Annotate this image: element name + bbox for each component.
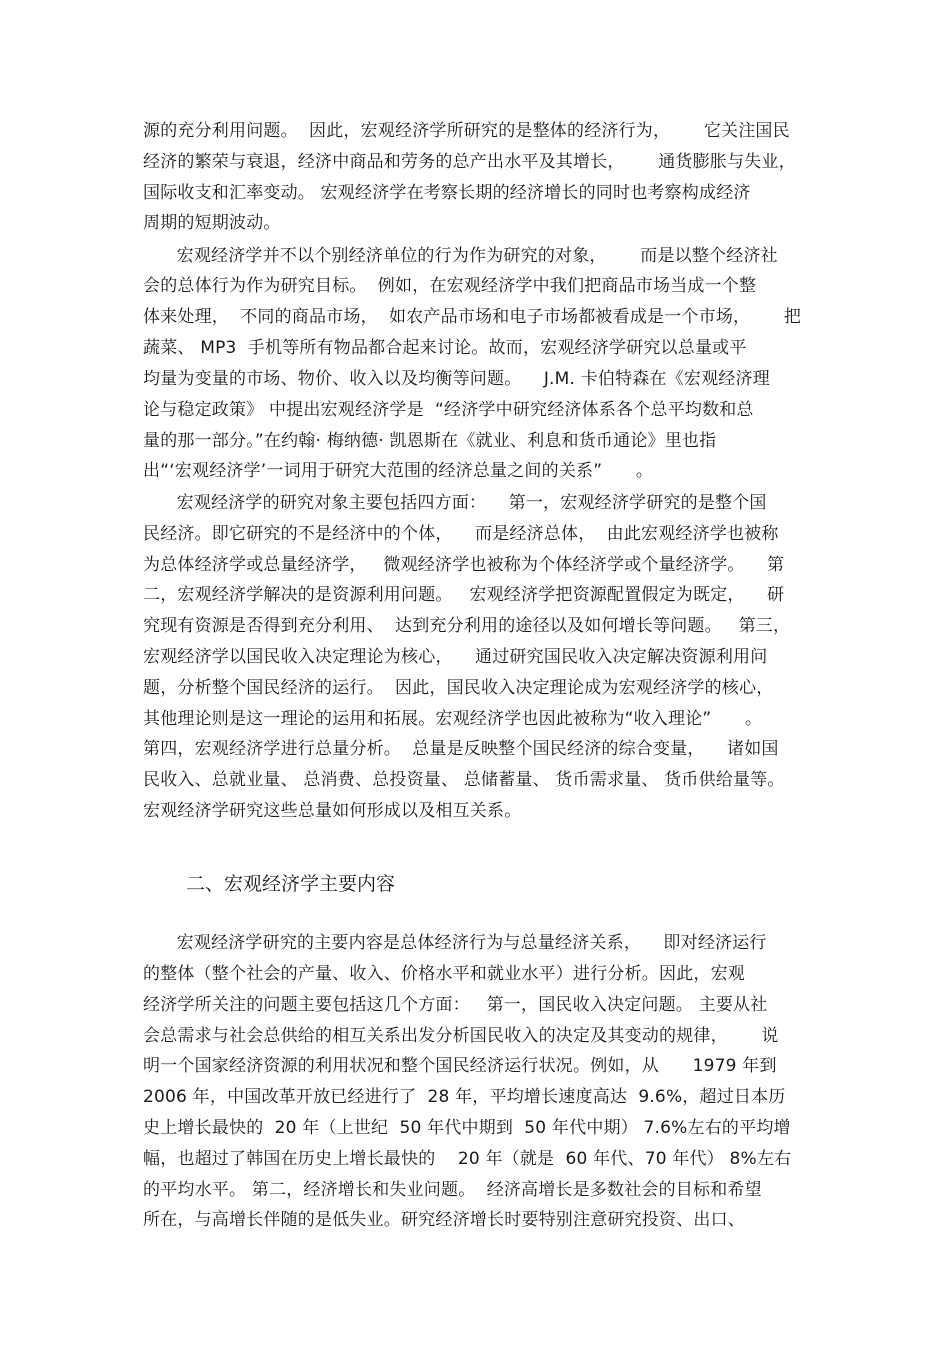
paragraph-1-line-2: 经济的繁荣与衰退，经济中商品和劳务的总产出水平及其增长， 通货膨胀与失业， [143,152,796,172]
paragraph-4-line-4: 会总需求与社会总供给的相互关系出发分析国民收入的决定及其变动的规律， 说 [143,1026,779,1046]
paragraph-2-line-1: 宏观经济学并不以个别经济单位的行为作为研究的对象， 而是以整个经济社 [143,246,778,266]
section-heading: 二、宏观经济学主要内容 [186,873,396,895]
paragraph-3-line-10: 民收入、总就业量、 总消费、总投资量、 总储蓄量、 货币需求量、 货币供给量等。 [143,770,785,790]
paragraph-3-line-2: 民经济。即它研究的不是经济中的个体， 而是经济总体， 由此宏观经济学也被称 [143,524,779,544]
paragraph-4-line-8: 幅，也超过了韩国在历史上增长最快的 20 年（就是 60 年代、70 年代） 8%左右 [143,1149,792,1169]
paragraph-4-line-9: 的平均水平。 第二，经济增长和失业问题。 经济高增长是多数社会的目标和希望 [143,1180,762,1200]
paragraph-3-line-4: 二，宏观经济学解决的是资源利用问题。 宏观经济学把资源配置假定为既定， 研 [143,585,785,605]
paragraph-3-line-8: 其他理论则是这一理论的运用和拓展。宏观经济学也因此被称为“收入理论” 。 [143,709,763,729]
paragraph-2-line-5: 均量为变量的市场、物价、收入以及均衡等问题。 J.M. 卡伯特森在《宏观经济理 [143,369,770,389]
paragraph-3-line-6: 宏观经济学以国民收入决定理论为核心， 通过研究国民收入决定解决资源利用问 [143,647,768,667]
paragraph-1-line-1: 源的充分利用问题。 因此，宏观经济学所研究的是整体的经济行为， 它关注国民 [143,121,790,141]
paragraph-3-line-1: 宏观经济学的研究对象主要包括四方面： 第一，宏观经济学研究的是整个国 [143,493,767,513]
paragraph-2-line-8: 出“‘宏观经济学’一词用于研究大范围的经济总量之间的关系” 。 [143,461,654,481]
paragraph-4-line-2: 的整体（整个社会的产量、收入、价格水平和就业水平）进行分析。因此，宏观 [143,964,745,984]
paragraph-4-line-10: 所在，与高增长伴随的是低失业。研究经济增长时要特别注意研究投资、出口、 [143,1210,745,1230]
paragraph-2-line-6: 论与稳定政策》 中提出宏观经济学是 “经济学中研究经济体系各个总平均数和总 [143,400,754,420]
paragraph-2-line-7: 量的那一部分。”在约翰· 梅纳德· 凯恩斯在《就业、利息和货币通论》里也指 [143,431,717,451]
paragraph-3-line-11: 宏观经济学研究这些总量如何形成以及相互关系。 [143,801,522,821]
paragraph-4-line-1: 宏观经济学研究的主要内容是总体经济行为与总量经济关系， 即对经济运行 [143,933,767,953]
paragraph-3-line-5: 究现有资源是否得到充分利用、 达到充分利用的途径以及如何增长等问题。 第三， [143,616,791,636]
paragraph-3-line-7: 题，分析整个国民经济的运行。 因此，国民收入决定理论成为宏观经济学的核心， [143,678,774,698]
paragraph-4-line-7: 史上增长最快的 20 年（上世纪 50 年代中期到 50 年代中期） 7.6%左右的平均增 [143,1118,791,1138]
paragraph-2-line-3: 体来处理， 不同的商品市场， 如农产品市场和电子市场都被看成是一个市场， 把 [143,307,802,327]
paragraph-1-line-3: 国际收支和汇率变动。 宏观经济学在考察长期的经济增长的同时也考察构成经济 [143,183,751,203]
paragraph-3-line-9: 第四，宏观经济学进行总量分析。 总量是反映整个国民经济的综合变量， 诸如国 [143,739,779,759]
paragraph-3-line-3: 为总体经济学或总量经济学， 微观经济学也被称为个体经济学或个量经济学。 第 [143,555,785,575]
paragraph-1-line-4: 周期的短期波动。 [143,213,281,233]
paragraph-2-line-2: 会的总体行为作为研究目标。 例如，在宏观经济学中我们把商品市场当成一个整 [143,276,757,296]
paragraph-4-line-6: 2006 年，中国改革开放已经进行了 28 年，平均增长速度高达 9.6%，超过日本历 [143,1087,786,1107]
paragraph-4-line-3: 经济学所关注的问题主要包括这几个方面： 第一，国民收入决定问题。 主要从社 [143,995,768,1015]
paragraph-2-line-4: 蔬菜、 MP3 手机等所有物品都合起来讨论。故而，宏观经济学研究以总量或平 [143,338,747,358]
paragraph-4-line-5: 明一个国家经济资源的利用状况和整个国民经济运行状况。例如，从 1979 年到 [143,1056,777,1076]
